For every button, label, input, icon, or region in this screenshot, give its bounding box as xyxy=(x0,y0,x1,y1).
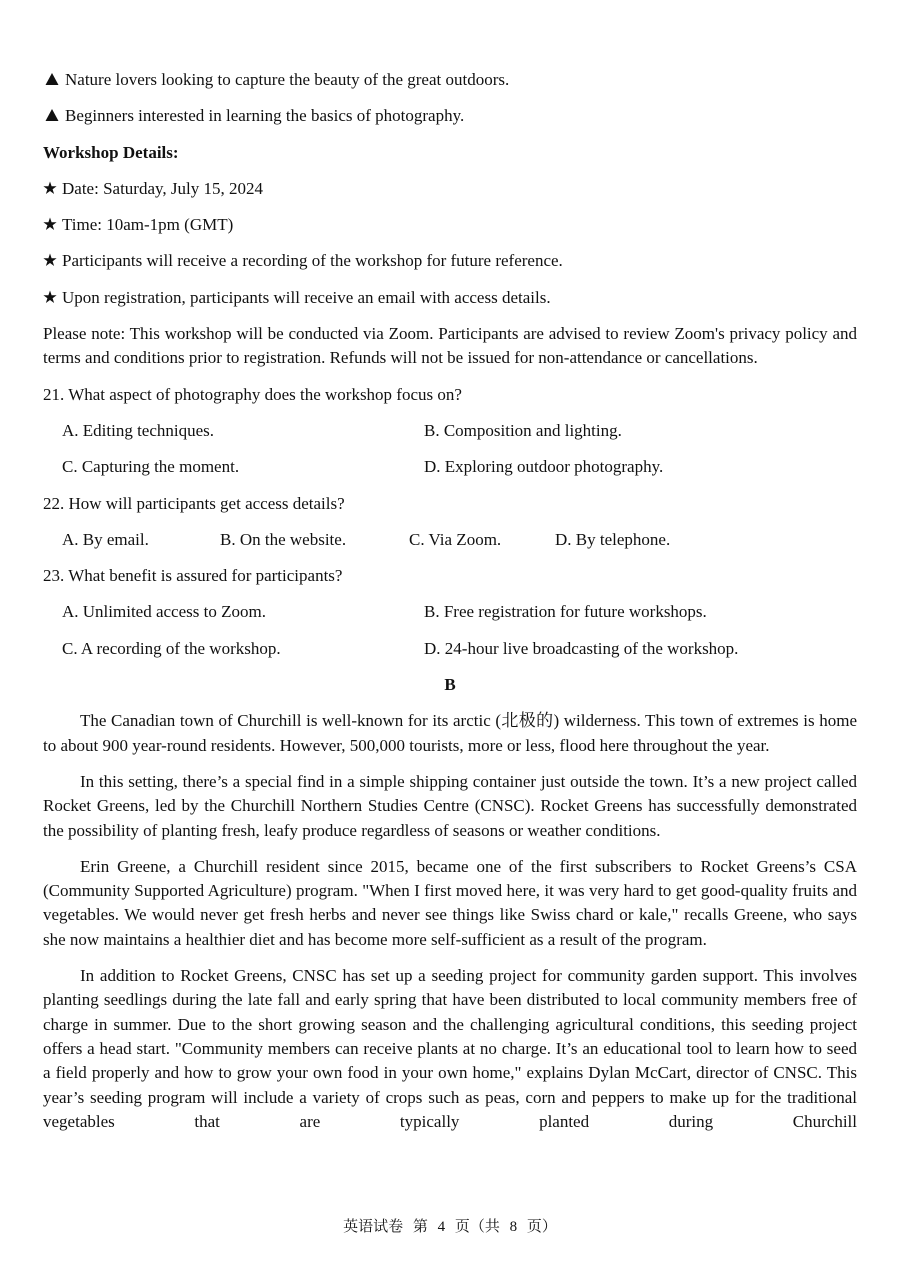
question-stem: 22. How will participants get access details? xyxy=(43,493,345,513)
option-d: D. Exploring outdoor photography. xyxy=(424,457,664,477)
passage-paragraph: In this setting, there’s a special find in a simple shipping container just outside the town. It’s a new project called Rocket Greens, led by the Churchill Northern Studies Centre (CNSC). Rocket Greens has successfully demonstrated the possibility of planting fresh, leafy produce regardless of seasons or weather conditions. xyxy=(43,771,857,840)
passage-paragraph: The Canadian town of Churchill is well-known for its arctic (北极的) wilderness. This town of extremes is home to about 900 year-round residents. However, 500,000 tourists, more or less, flood here throughout the year. xyxy=(43,711,857,755)
option-row xyxy=(43,528,857,552)
option-c: C. A recording of the workshop. xyxy=(62,638,281,658)
option-a: A. By email. xyxy=(62,529,149,549)
passage-paragraph: Erin Greene, a Churchill resident since 2015, became one of the first subscribers to Rocket Greens’s CSA (Community Supported Agriculture) program. "When I first moved here, it was very hard to get good-quality fruits and vegetables. We would never get fresh herbs and never see things like Swiss chard or kale," recalls Greene, who says she now maintains a healthier diet and has become more self-sufficient as a result of the program. xyxy=(43,856,857,949)
detail-item xyxy=(43,177,857,201)
option-d: D. By telephone. xyxy=(555,529,671,549)
detail-item-text: Participants will receive a recording of the workshop for future reference. xyxy=(62,251,563,271)
page-content xyxy=(43,68,857,1146)
option-d: D. 24-hour live broadcasting of the workshop. xyxy=(424,638,739,658)
star-icon xyxy=(43,217,57,231)
option-b: B. Composition and lighting. xyxy=(424,420,622,440)
star-icon xyxy=(43,290,57,304)
option-a: A. Editing techniques. xyxy=(62,420,215,440)
option-b: B. On the website. xyxy=(220,529,347,549)
option-row xyxy=(43,600,857,624)
option-c: C. Capturing the moment. xyxy=(62,457,240,477)
passage-paragraph: In addition to Rocket Greens, CNSC has set up a seeding project for community garden support. This involves planting seedlings during the late fall and early spring that have been distributed to local community members free of charge in summer. Due to the short growing season and the challenging agricultural conditions, this seeding project offers a head start. "Community members can receive plants at no charge. It’s an educational tool to learn how to seed a field properly and how to grow your own food in your own home," explains Dylan McCart, director of CNSC. This year’s seeding program will include a variety of crops such as peas, corn and peppers to make up for the traditional vegetables that are typically planted during Churchill xyxy=(43,966,857,1131)
star-icon xyxy=(43,181,57,195)
detail-item xyxy=(43,286,857,310)
audience-item-text: Beginners interested in learning the basics of photography. xyxy=(65,106,465,126)
option-row xyxy=(43,455,857,479)
detail-item xyxy=(43,213,857,237)
option-row xyxy=(43,637,857,661)
triangle-icon xyxy=(45,108,59,122)
workshop-details-heading: Workshop Details: xyxy=(43,142,179,162)
option-a: A. Unlimited access to Zoom. xyxy=(62,602,266,622)
question-stem: 23. What benefit is assured for participants? xyxy=(43,566,343,586)
audience-item-text: Nature lovers looking to capture the beauty of the great outdoors. xyxy=(65,70,510,89)
star-icon xyxy=(43,253,57,267)
detail-item-text: Time: 10am-1pm (GMT) xyxy=(62,215,234,235)
question-stem: 21. What aspect of photography does the workshop focus on? xyxy=(43,384,462,404)
option-b: B. Free registration for future workshops. xyxy=(424,602,707,622)
detail-item-text: Upon registration, participants will receive an email with access details. xyxy=(62,287,551,307)
audience-item xyxy=(43,68,857,92)
section-title: B xyxy=(444,675,456,695)
audience-item xyxy=(43,104,857,128)
option-c: C. Via Zoom. xyxy=(409,529,502,549)
detail-item xyxy=(43,249,857,273)
page-footer: 英语试卷 第 4 页（共 8 页） xyxy=(343,1219,557,1235)
registration-note: Please note: This workshop will be conducted via Zoom. Participants are advised to review Zoom's privacy policy and terms and conditions prior to registration. Refunds will not be issued for non-attendance or cancellations. xyxy=(43,324,857,368)
option-row xyxy=(43,419,857,443)
triangle-icon xyxy=(45,72,59,86)
detail-item-text: Date: Saturday, July 15, 2024 xyxy=(62,178,263,198)
